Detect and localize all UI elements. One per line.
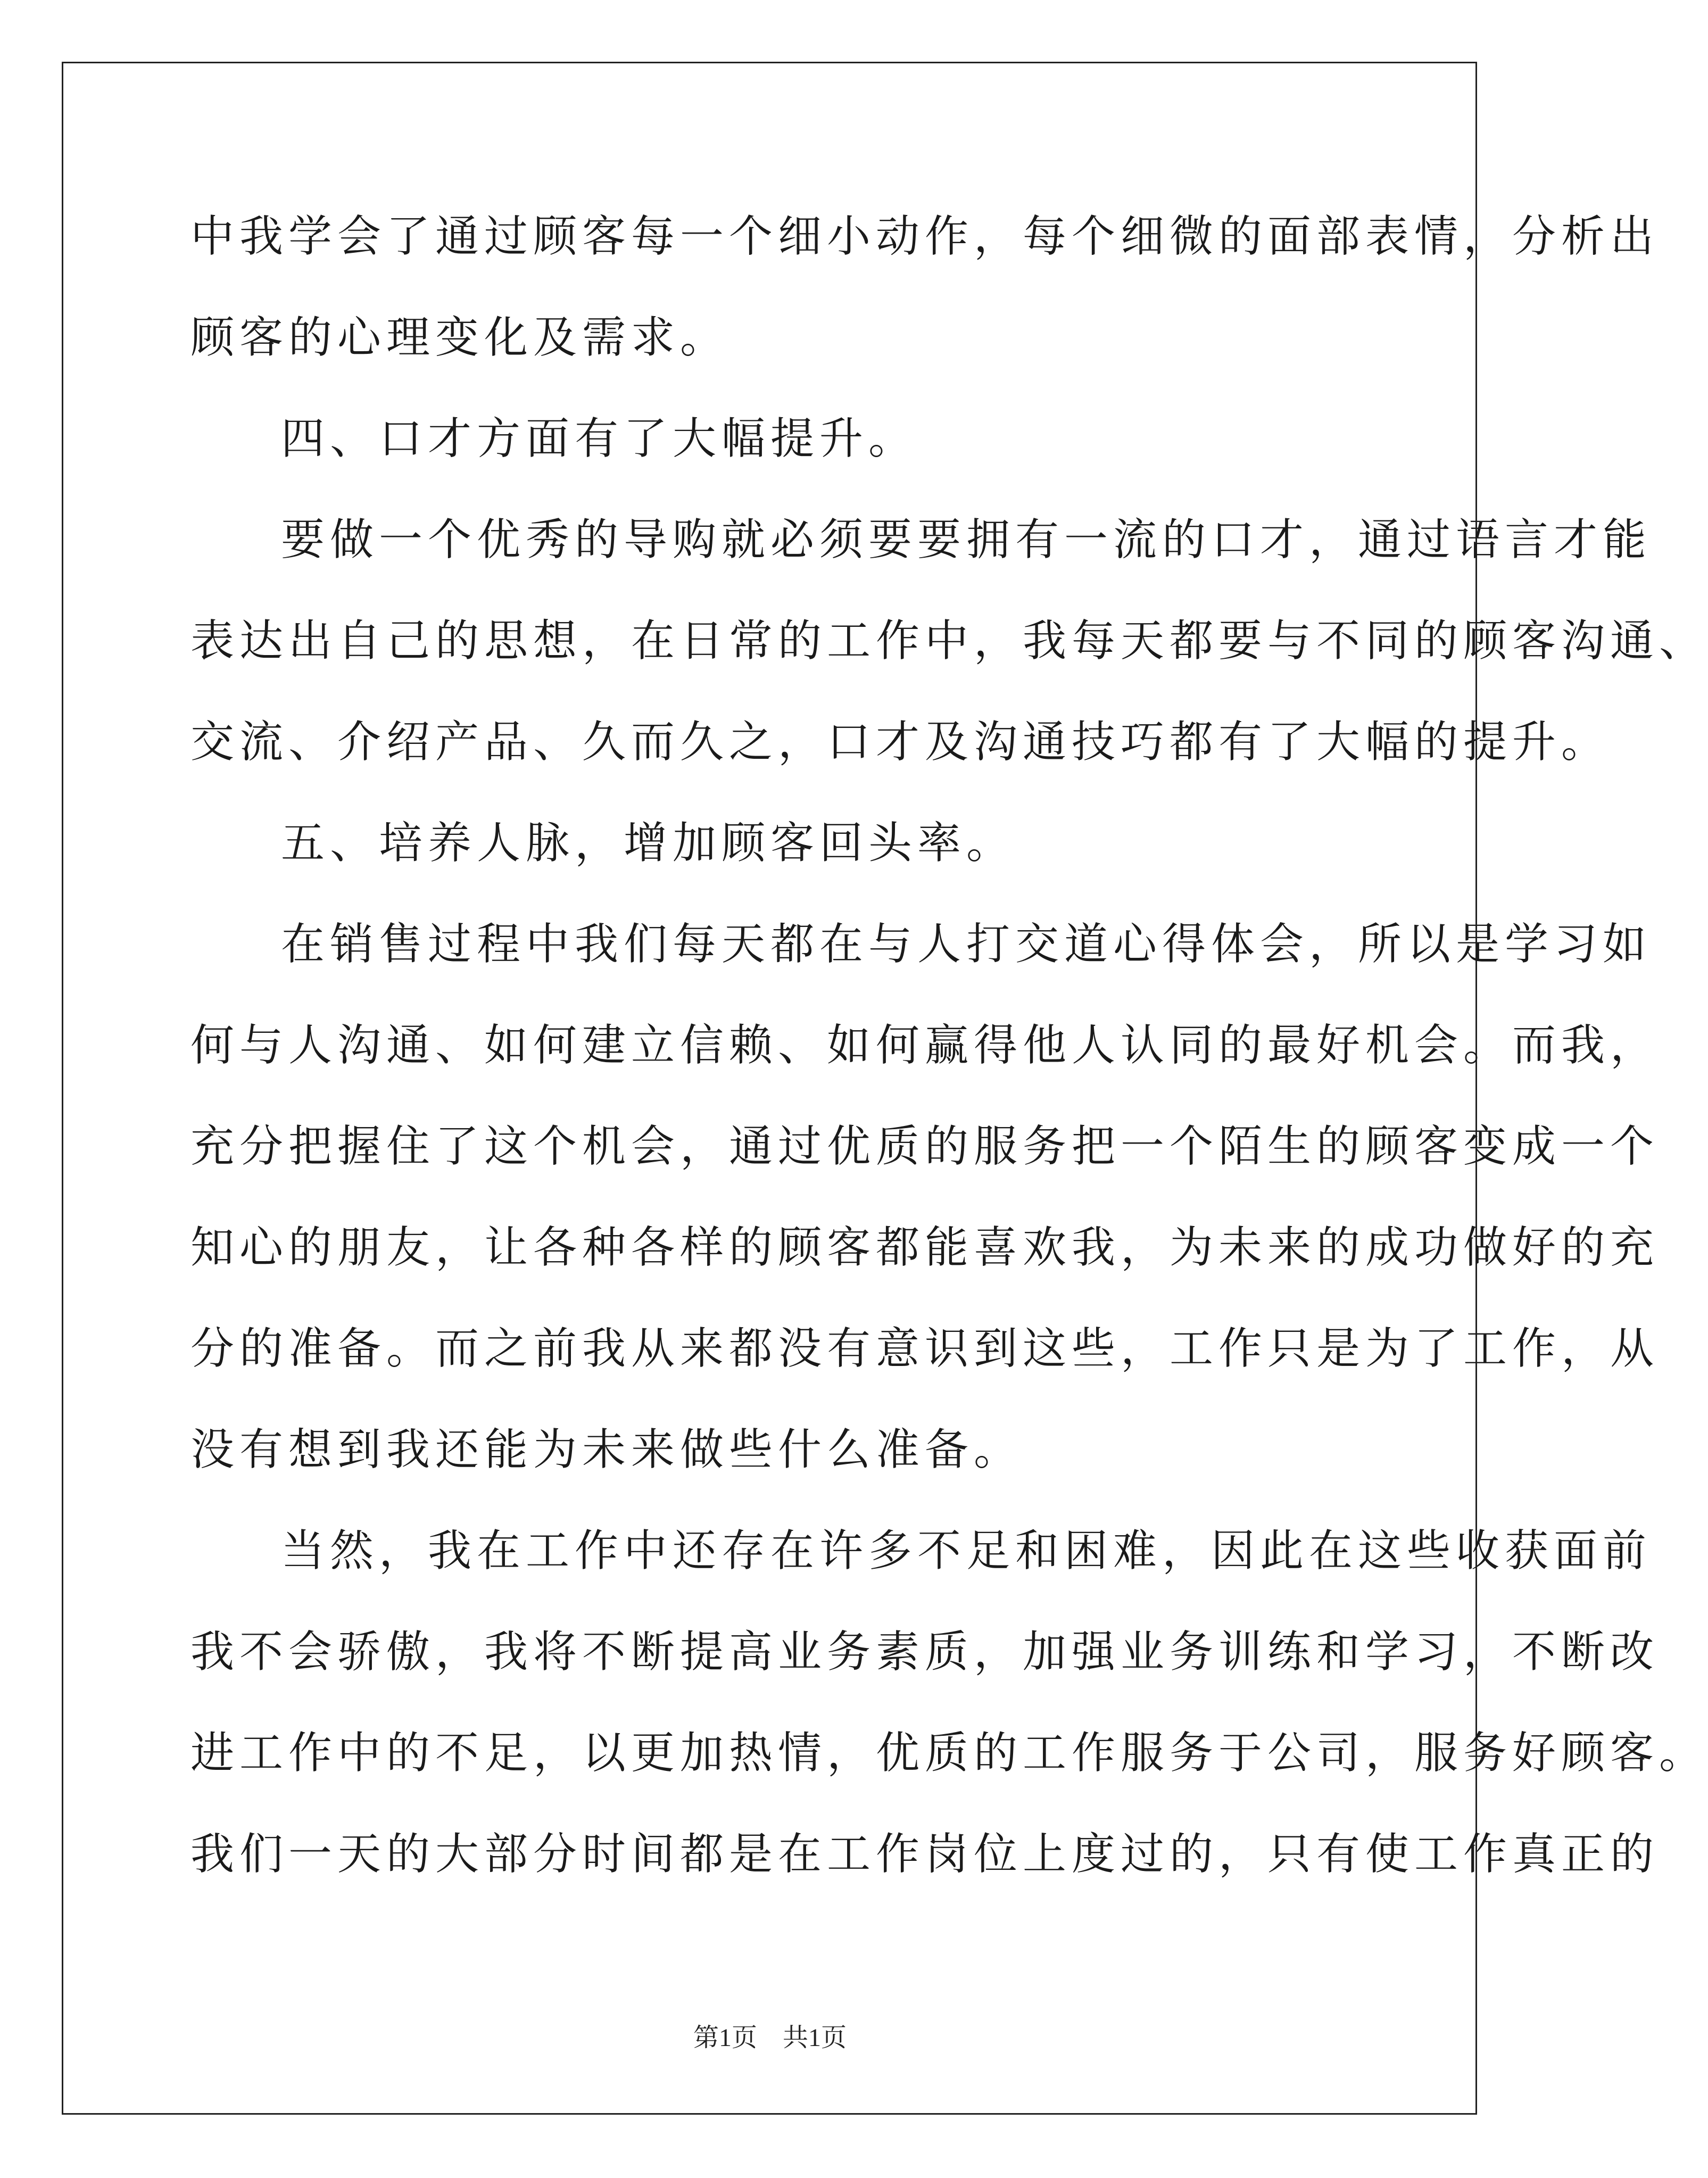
document-body bbox=[190, 208, 1708, 1926]
text-line: 进工作中的不足，以更加热情，优质的工作服务于公司，服务好顾客。 bbox=[190, 1728, 1708, 1778]
page-footer bbox=[0, 2017, 1540, 2053]
text-line: 在销售过程中我们每天都在与人打交道心得体会，所以是学习如 bbox=[281, 919, 1652, 970]
page-total: 共1页 bbox=[783, 2024, 847, 2052]
text-line: 表达出自己的思想，在日常的工作中，我每天都要与不同的顾客沟通、 bbox=[190, 616, 1708, 666]
text-line: 要做一个优秀的导购就必须要要拥有一流的口才，通过语言才能 bbox=[281, 515, 1652, 565]
page-number: 第1页 bbox=[693, 2024, 757, 2052]
text-line: 充分把握住了这个机会，通过优质的服务把一个陌生的顾客变成一个 bbox=[190, 1121, 1660, 1172]
text-line: 没有想到我还能为未来做些什么准备。 bbox=[190, 1425, 1023, 1475]
text-line: 四、口才方面有了大幅提升。 bbox=[281, 413, 918, 464]
text-line: 中我学会了通过顾客每一个细小动作，每个细微的面部表情，分析出 bbox=[190, 211, 1660, 262]
text-line: 知心的朋友，让各种各样的顾客都能喜欢我，为未来的成功做好的充 bbox=[190, 1222, 1660, 1273]
text-line: 当然，我在工作中还存在许多不足和困难，因此在这些收获面前 bbox=[281, 1526, 1652, 1576]
text-line: 顾客的心理变化及需求。 bbox=[190, 312, 729, 363]
text-line: 我们一天的大部分时间都是在工作岗位上度过的，只有使工作真正的 bbox=[190, 1829, 1660, 1879]
text-line: 分的准备。而之前我从来都没有意识到这些，工作只是为了工作，从 bbox=[190, 1323, 1660, 1374]
text-line: 何与人沟通、如何建立信赖、如何赢得他人认同的最好机会。而我， bbox=[190, 1020, 1660, 1071]
text-line: 交流、介绍产品、久而久之，口才及沟通技巧都有了大幅的提升。 bbox=[190, 717, 1611, 767]
text-line: 我不会骄傲，我将不断提高业务素质，加强业务训练和学习，不断改 bbox=[190, 1627, 1660, 1677]
text-line: 五、培养人脉，增加顾客回头率。 bbox=[281, 818, 1016, 868]
